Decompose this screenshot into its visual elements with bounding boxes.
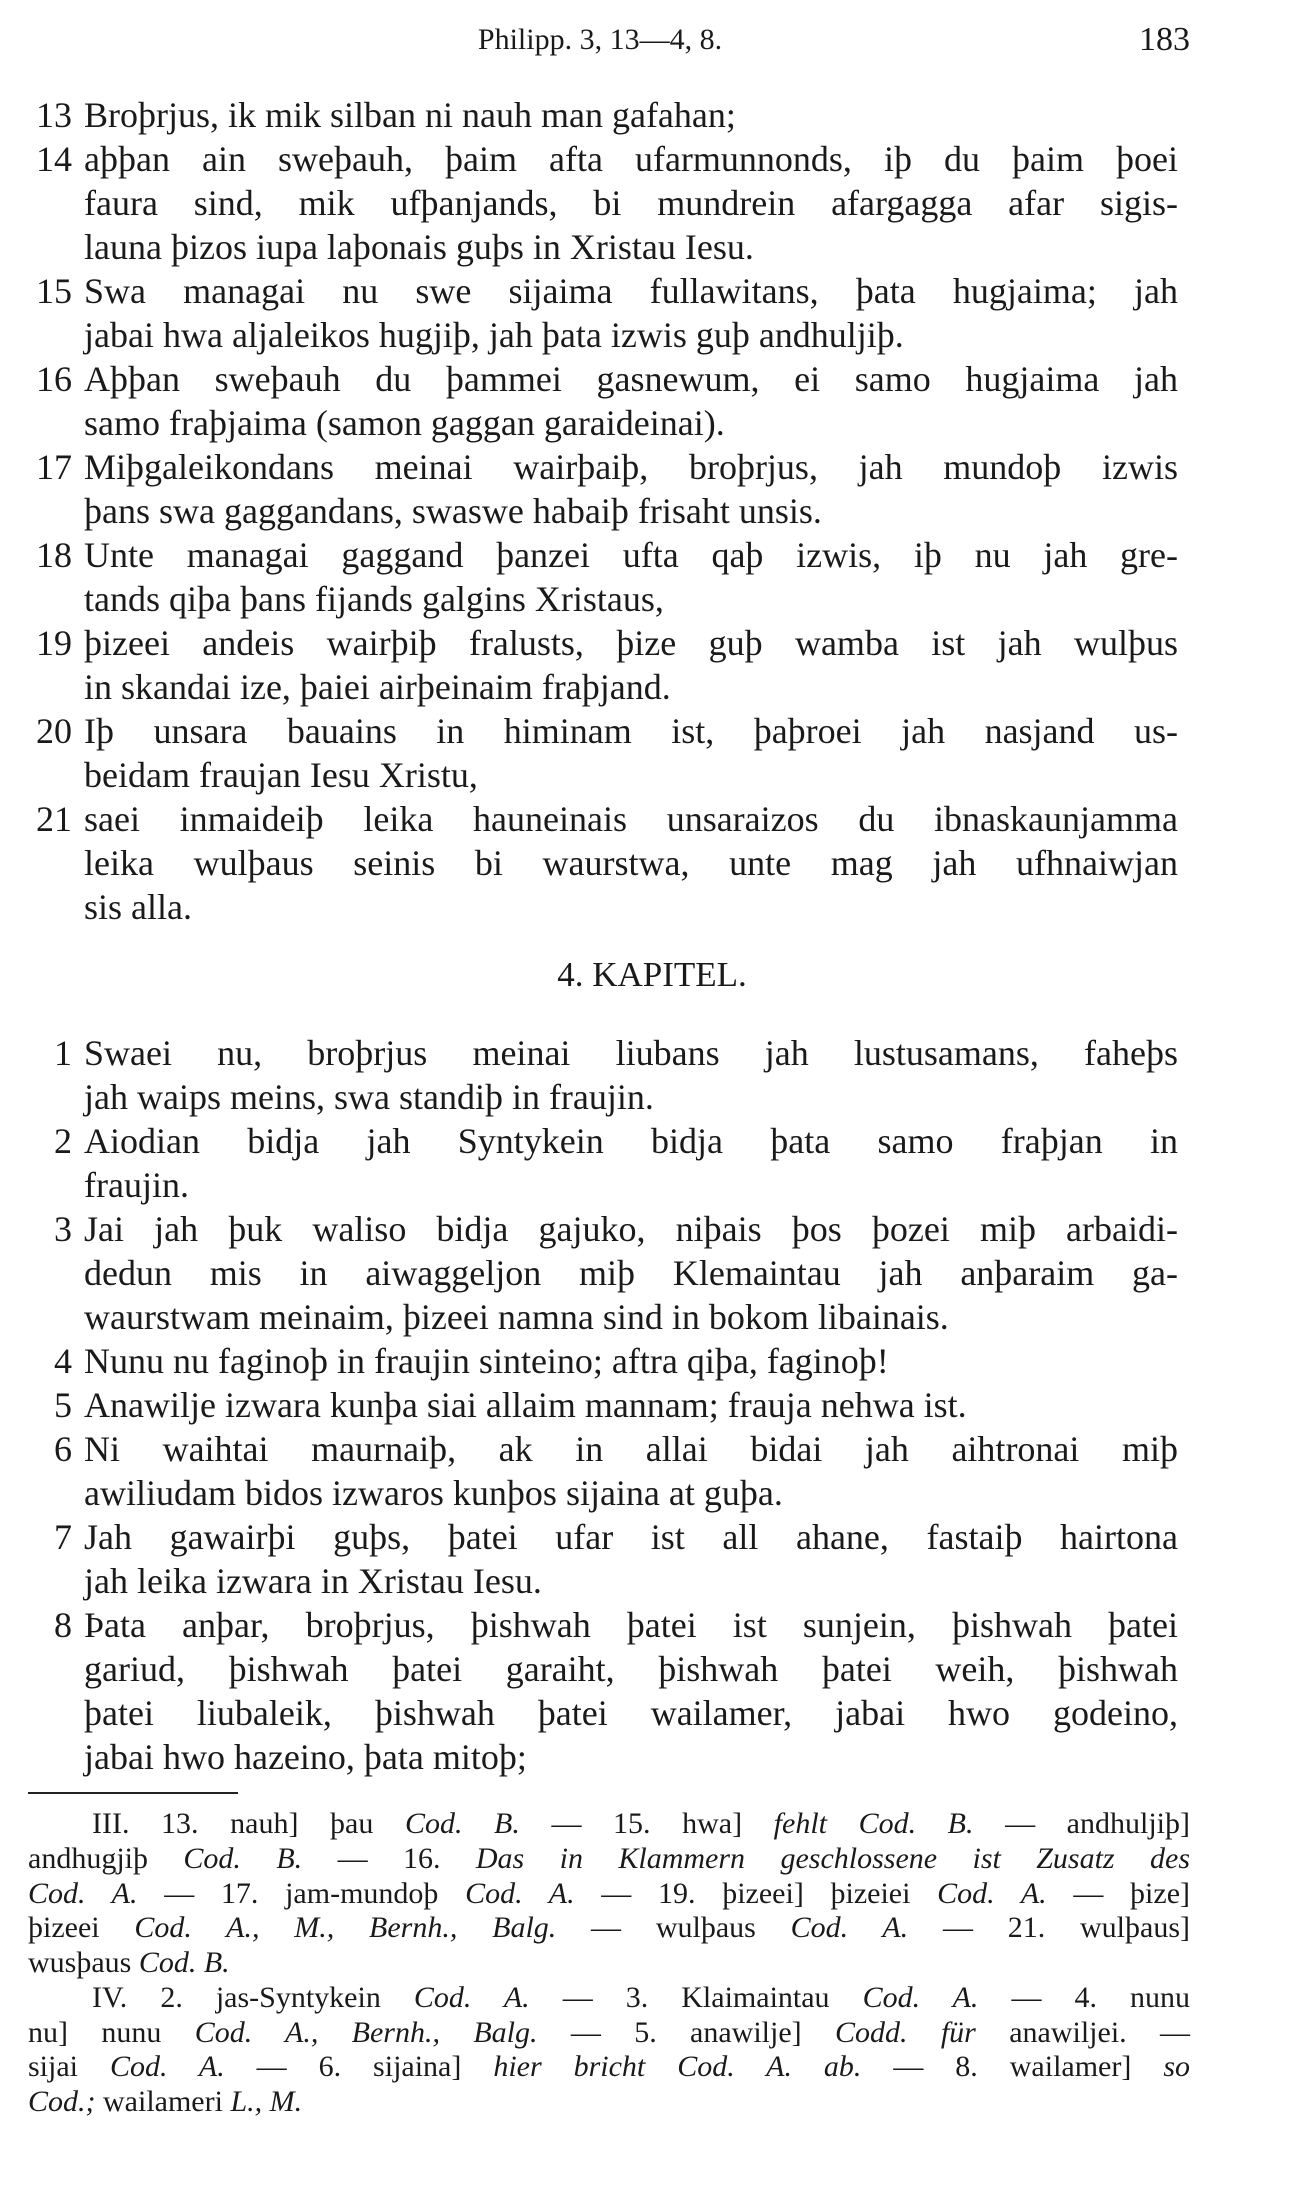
footnote-italic-text: Cod. A.: [790, 1911, 909, 1945]
verse-line: leika wulþaus seinis bi waurstwa, unte mag jah ufhnaiwjan: [84, 843, 1178, 883]
verse-line: jabai hwa aljaleikos hugjiþ, jah þata izwis guþ andhuljiþ.: [84, 315, 904, 355]
verse-number: 3: [54, 1209, 72, 1249]
footnote-italic-text: Cod. B.: [404, 1807, 520, 1840]
verse-line: samo fraþjaima (samon gaggan garaideinai).: [84, 403, 725, 443]
verse-number: 19: [36, 623, 72, 663]
running-header: Philipp. 3, 13—4, 8.: [477, 23, 723, 56]
footnote-italic-text: Codd. für: [834, 2015, 976, 2049]
verse-number: 17: [36, 447, 72, 487]
verse-line: Aiodian bidja jah Syntykein bidja þata samo fraþjan in: [84, 1121, 1178, 1161]
footnote-text: — 19. þizeei] þizeiei: [574, 1876, 938, 1910]
footnote-text: anawiljei. —: [975, 2015, 1190, 2049]
verse-line: jah waips meins, swa standiþ in fraujin.: [84, 1077, 654, 1117]
verse-number: 2: [54, 1121, 72, 1161]
verse-line: Aþþan sweþauh du þammei gasnewum, ei samo hugjaima jah: [84, 359, 1178, 399]
verse-line: Broþrjus, ik mik silban ni nauh man gafahan;: [84, 95, 736, 135]
footnote-line: [28, 2015, 1190, 2051]
footnote-text: þizeei: [28, 1911, 135, 1945]
footnote-italic-text: Cod. A.: [862, 1980, 979, 2014]
footnote-italic-text: L., M.: [230, 2085, 303, 2118]
verse-line: dedun mis in aiwaggeljon miþ Klemaintau jah anþaraim ga-: [84, 1253, 1178, 1293]
verse-number: 21: [36, 799, 72, 839]
verse-line: Þata anþar, broþrjus, þishwah þatei ist sunjein, þishwah þatei: [84, 1605, 1178, 1645]
footnote-italic-text: Cod. A.: [937, 1876, 1047, 1910]
footnote-text: — 16.: [302, 1841, 476, 1875]
footnote-text: — andhuljiþ]: [973, 1807, 1190, 1840]
verse-line: Swaei nu, broþrjus meinai liubans jah lustusamans, faheþs: [84, 1033, 1178, 1073]
verse-line: Jah gawairþi guþs, þatei ufar ist all ahane, fastaiþ hairtona: [84, 1517, 1178, 1557]
verse-number: 18: [36, 535, 72, 575]
footnote-italic-text: hier bricht Cod. A. ab.: [493, 2050, 862, 2084]
footnote-text: wusþaus: [28, 1946, 139, 1979]
verse-line: Anawilje izwara kunþa siai allaim mannam; frauja nehwa ist.: [84, 1385, 967, 1425]
footnote-text: — 4. nunu: [978, 1980, 1191, 2014]
footnote-italic-text: Cod. A.: [28, 1876, 138, 1910]
footnote-text: nu] nunu: [28, 2015, 195, 2049]
verse-number: 20: [36, 711, 72, 751]
footnote-text: wailameri: [95, 2085, 231, 2118]
verse-line: launa þizos iupa laþonais guþs in Xristau Iesu.: [84, 227, 754, 267]
verse-line: Miþgaleikondans meinai wairþaiþ, broþrjus, jah mundoþ izwis: [84, 447, 1178, 487]
verse-line: gariud, þishwah þatei garaiht, þishwah þatei weih, þishwah: [84, 1649, 1178, 1689]
footnote-text: — þize]: [1046, 1876, 1191, 1910]
footnote-text: — 6. sijaina]: [224, 2050, 494, 2084]
footnote-italic-text: Cod. B.: [183, 1841, 303, 1875]
verse-number: 14: [36, 139, 72, 179]
verse-line: Swa managai nu swe sijaima fullawitans, þata hugjaima; jah: [84, 271, 1178, 311]
verse-line: tands qiþa þans fijands galgins Xristaus,: [84, 579, 664, 619]
chapter-4-heading: 4. KAPITEL.: [557, 955, 747, 994]
footnote-italic-text: Cod. A.: [413, 1980, 530, 2014]
footnote-italic-text: Cod. A., M., Bernh., Balg.: [134, 1911, 557, 1945]
verse-number: 5: [54, 1385, 72, 1425]
footnote-line: [28, 1841, 1190, 1877]
verse-number: 4: [54, 1341, 72, 1381]
footnote-text: — wulþaus: [556, 1911, 791, 1945]
verse-line: þizeei andeis wairþiþ fralusts, þize guþ wamba ist jah wulþus: [84, 623, 1178, 663]
footnote-italic-text: Cod. B.: [138, 1946, 230, 1979]
verse-line: jabai hwo hazeino, þata mitoþ;: [84, 1737, 527, 1777]
verse-number: 1: [54, 1033, 72, 1073]
footnote-italic-text: fehlt Cod. B.: [773, 1807, 974, 1840]
verse-number: 7: [54, 1517, 72, 1557]
verse-number: 8: [54, 1605, 72, 1645]
footnote-italic-text: so: [1163, 2050, 1190, 2084]
footnote-text: — 8. wailamer]: [861, 2050, 1164, 2084]
verse-line: fraujin.: [84, 1165, 189, 1205]
verse-line: Jai jah þuk waliso bidja gajuko, niþais þos þozei miþ arbaidi-: [84, 1209, 1178, 1249]
verse-line: þans swa gaggandans, swaswe habaiþ frisaht unsis.: [84, 491, 822, 531]
verse-line: beidam fraujan Iesu Xristu,: [84, 755, 478, 795]
verse-line: in skandai ize, þaiei airþeinaim fraþjand.: [84, 667, 671, 707]
footnote-line: [28, 1876, 1190, 1912]
verse-number: 13: [36, 95, 72, 135]
verse-line: faura sind, mik ufþanjands, bi mundrein afargagga afar sigis-: [84, 183, 1178, 223]
footnote-italic-text: Das in Klammern geschlossene ist Zusatz des: [475, 1841, 1191, 1875]
footnote-italic-text: Cod.;: [28, 2085, 96, 2118]
verse-line: waurstwam meinaim, þizeei namna sind in bokom libainais.: [84, 1297, 949, 1337]
verse-line: awiliudam bidos izwaros kunþos sijaina at guþa.: [84, 1473, 783, 1513]
footnote-text: III. 13. nauh] þau: [92, 1807, 405, 1840]
verse-number: 6: [54, 1429, 72, 1469]
footnote-text: — 15. hwa]: [519, 1807, 774, 1840]
footnote-line: [28, 2049, 1190, 2085]
verse-line: Iþ unsara bauains in himinam ist, þaþroei jah nasjand us-: [84, 711, 1178, 751]
verse-line: sis alla.: [84, 887, 192, 927]
footnote-line: [28, 1910, 1190, 1946]
verse-line: Ni waihtai maurnaiþ, ak in allai bidai jah aihtronai miþ: [84, 1429, 1178, 1469]
verse-number: 16: [36, 359, 72, 399]
verse-line: aþþan ain sweþauh, þaim afta ufarmunnonds, iþ du þaim þoei: [84, 139, 1178, 179]
verse-number: 15: [36, 271, 72, 311]
footnote-line: [28, 1945, 1190, 1981]
verse-line: Unte managai gaggand þanzei ufta qaþ izwis, iþ nu jah gre-: [84, 535, 1178, 575]
footnote-text: — 21. wulþaus]: [908, 1911, 1190, 1945]
verse-line: þatei liubaleik, þishwah þatei wailamer, jabai hwo godeino,: [84, 1693, 1178, 1733]
verse-line: jah leika izwara in Xristau Iesu.: [84, 1561, 542, 1601]
footnote-italic-text: Cod. A.: [465, 1876, 575, 1910]
footnote-text: — 5. anawilje]: [537, 2015, 835, 2049]
footnote-text: IV. 2. jas-Syntykein: [92, 1980, 414, 2014]
footnote-italic-text: Cod. A.: [109, 2050, 225, 2084]
footnote-italic-text: Cod. A., Bernh., Balg.: [194, 2015, 538, 2049]
footnote-text: — 3. Klaimaintau: [529, 1980, 863, 2014]
footnote-line: [28, 2084, 1190, 2120]
footnote-line: [92, 1980, 1190, 2016]
footnote-text: — 17. jam-mundoþ: [137, 1876, 466, 1910]
footnote-text: andhugjiþ: [28, 1841, 184, 1875]
footnote-divider: [28, 1792, 238, 1794]
page-number: 183: [1139, 21, 1190, 58]
verse-line: Nunu nu faginoþ in fraujin sinteino; aftra qiþa, faginoþ!: [84, 1341, 889, 1381]
footnote-line: [92, 1806, 1190, 1842]
footnote-text: sijai: [28, 2050, 110, 2084]
verse-line: saei inmaideiþ leika hauneinais unsaraizos du ibnaskaunjamma: [84, 799, 1178, 839]
